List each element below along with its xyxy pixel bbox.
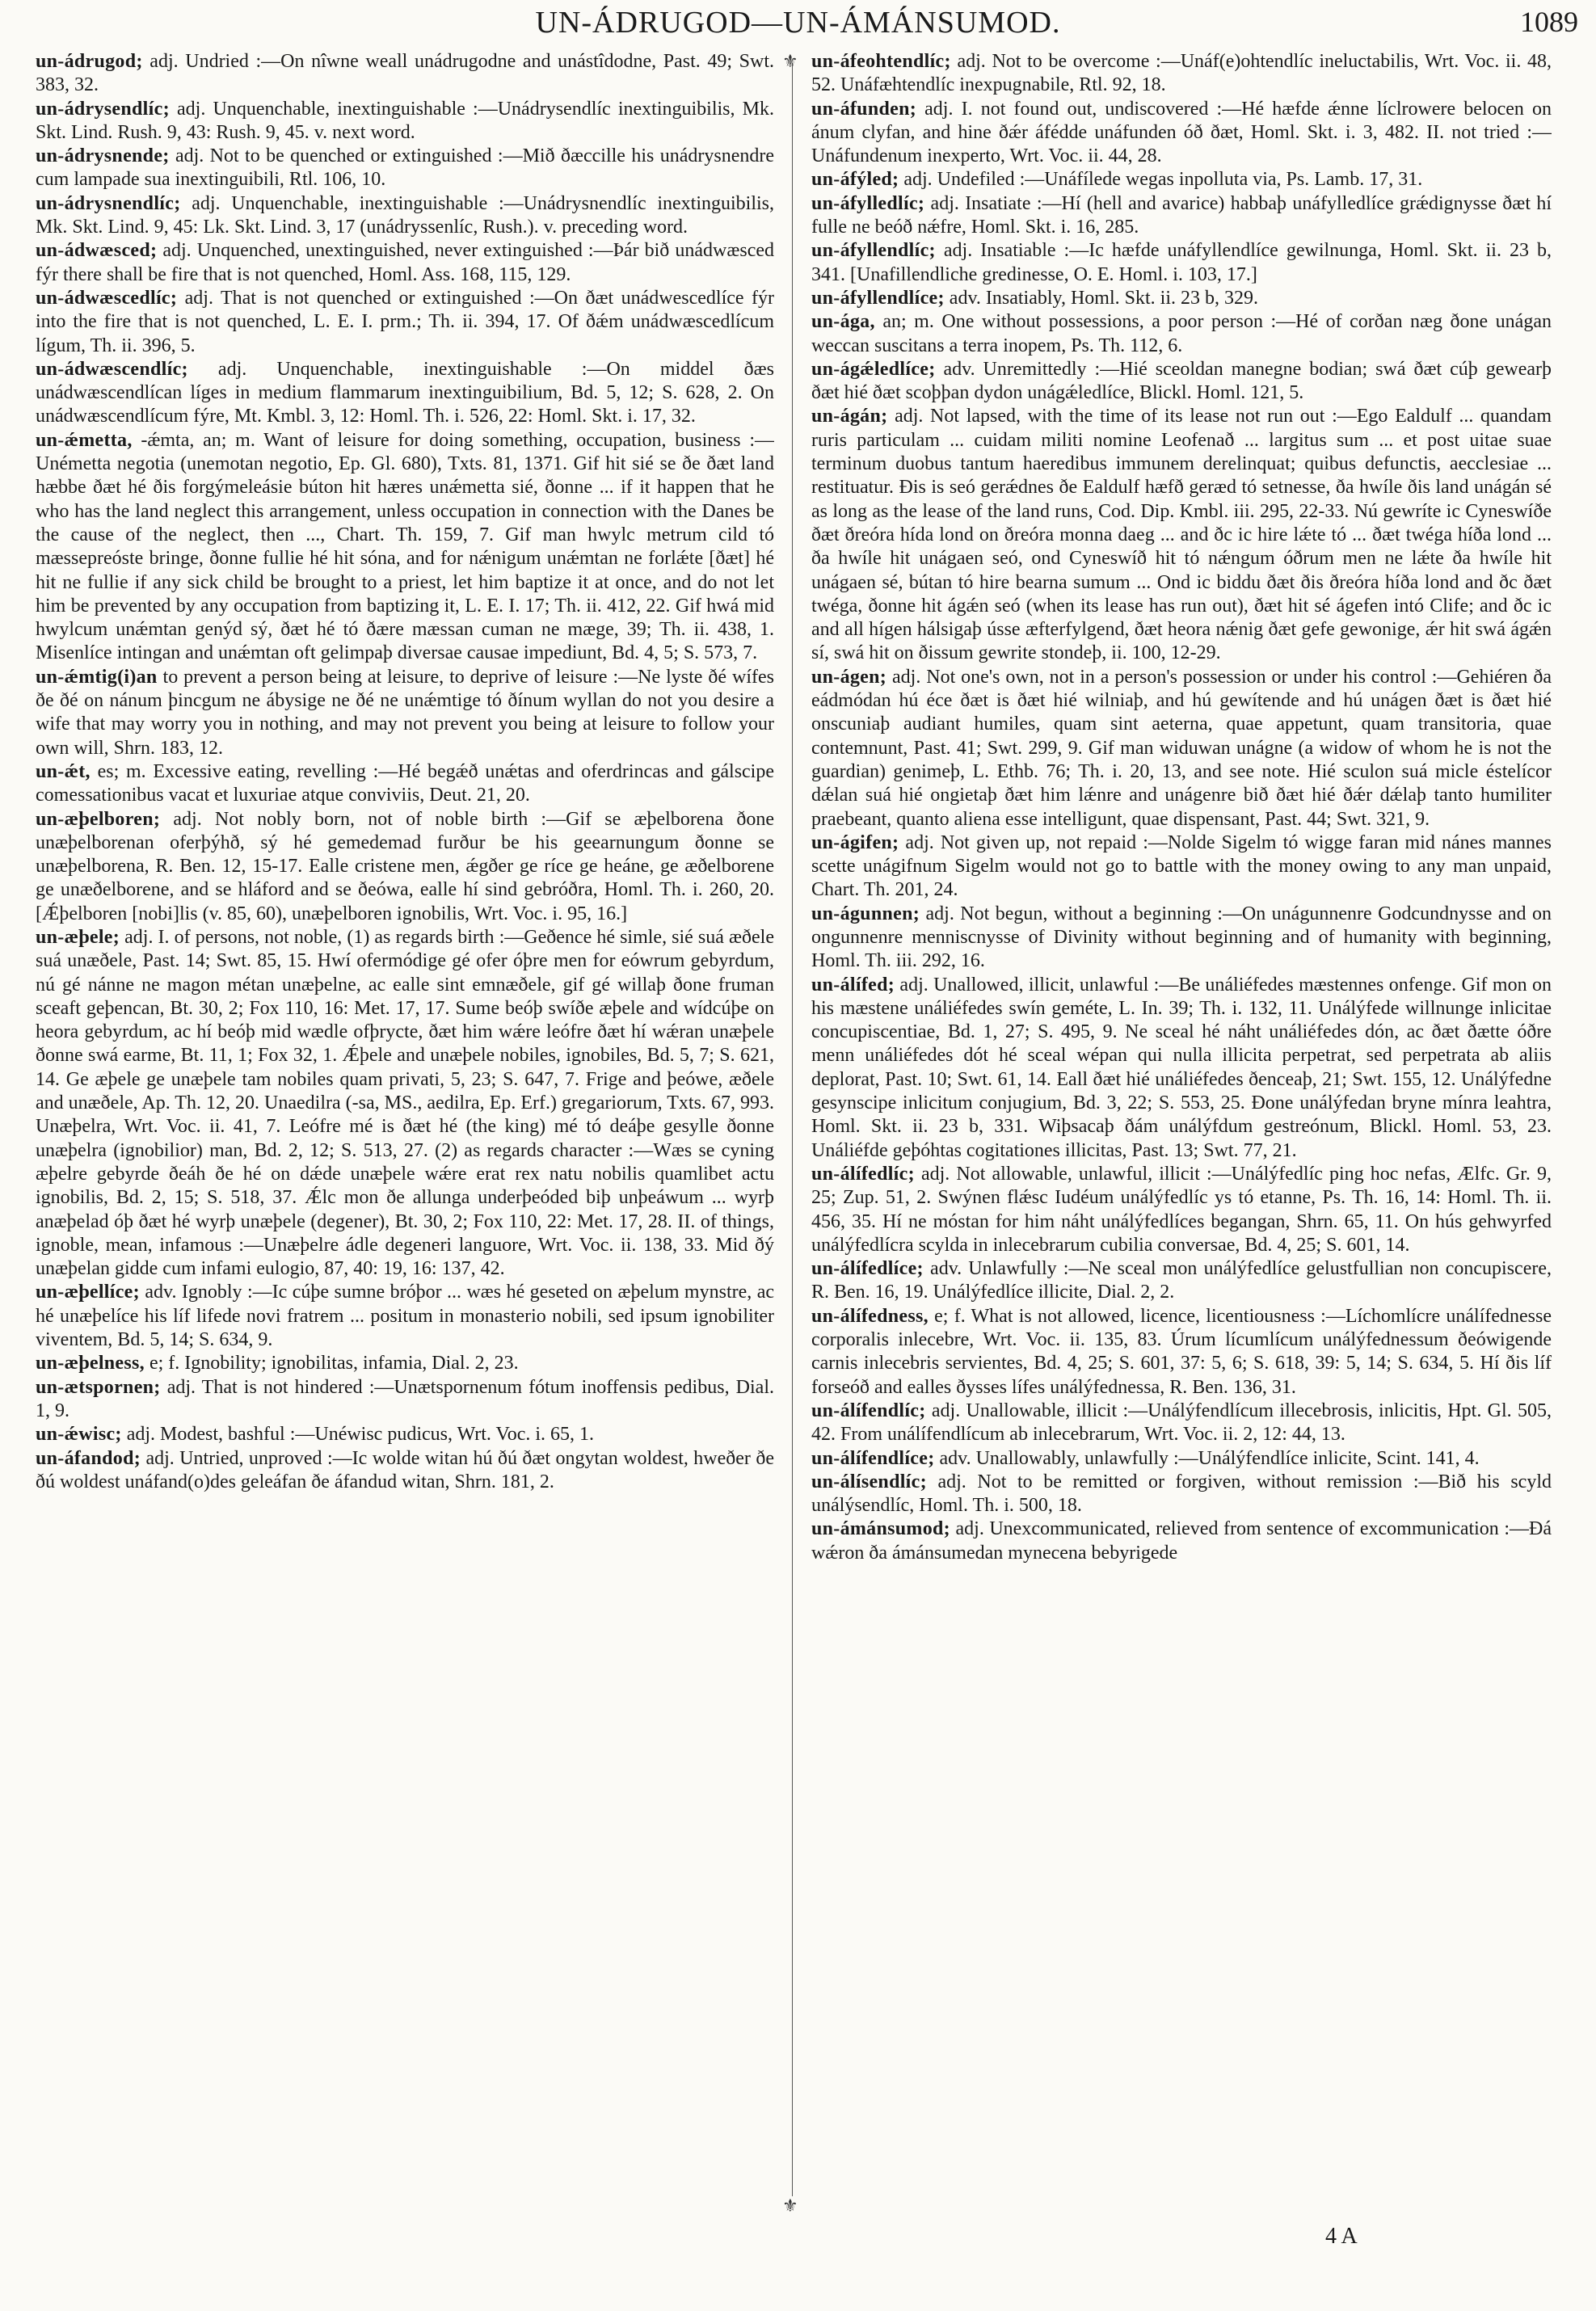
entry-definition: adj. Not lapsed, with the time of its lease not run out :—Ego Ealdulf ... quandam ruris particulam ... cuidam militi nomine Leofenað ... largitus sum ... et post uitae suae terminum duobus tantum haeredibus immunem derelinquat; quibus defunctis, aecclesiae ... restituatur. Ðis is seó gerǽdnes ðe Ealdulf hæfð geræd tó setnesse, ða hwíle ðis land unágán sé as long as the lease of the land runs, Cod. Dip. Kmbl. iii. 295, 22-33. Nú gewríte ic Cyneswíðe ðæt ðreóra hída lond on ðreóra monna daeg ... and ðc ic hire lǽte tó ... ðæt twéga híða lond ... ða hwíle hit unágaen seó, ond Cyneswíð hit tó nǽngum óðrum men ne lǽte ða hwíle hit unágaen sé, bútan tó hire bearna sumum ... Ond ic biddu ðæt ðis ðreóra híða lond and ðc ðæt twéga, ðonne hit ágǽn seó (when its lease has run out), ðæt hit sé ágefen intó Clife; and ðc ic and all hígen hálsigaþ ússe æfterfylgend, ðæt heora nǽnig ðæt gefe gewonige, ǽr hit swá ágǽn sí, swá hit on ðissum gewrite stondeþ, ii. 100, 12-29.: [811, 406, 1552, 664]
entry-definition: adj. Not begun, without a beginning :—On unágunnenre Godcundnysse and on ongunnenre menniscnysse of Divinity without beginning and of humanity with beginning, Homl. Th. iii. 292, 16.: [811, 903, 1552, 972]
entry-definition: adj. Not to be overcome :—Unáf(e)ohtendlíc ineluctabilis, Wrt. Voc. ii. 48, 52. Unáfæhtendlíc inexpugnabile, Rtl. 92, 18.: [811, 51, 1552, 96]
rule-ornament-bottom-icon: ⚜: [782, 2196, 798, 2216]
dictionary-entry: [811, 287, 1552, 310]
entry-headword: un-ágán;: [811, 406, 888, 427]
dictionary-entry: [36, 666, 774, 760]
dictionary-entry: [36, 358, 774, 429]
entry-headword: un-æþele;: [36, 926, 120, 948]
dictionary-entry: [36, 1423, 774, 1446]
dictionary-entry: [36, 1376, 774, 1424]
entry-headword: un-áfyllendlíc;: [811, 240, 936, 262]
entry-headword: un-ádrugod;: [36, 51, 143, 72]
dictionary-entry: [811, 168, 1552, 192]
dictionary-entry: [811, 310, 1552, 358]
entry-definition: adj. Not given up, not repaid :—Nolde Sigelm tó wigge faran mid nánes mannes scette unágifnum Sigelm would not go to battle with the money owing to any man unpaid, Chart. Th. 201, 24.: [811, 831, 1552, 901]
left-column: [36, 50, 774, 2224]
entry-headword: un-ádrysendlíc;: [36, 98, 170, 120]
entry-headword: un-áfýled;: [811, 169, 899, 191]
entry-headword: un-ágifen;: [811, 831, 899, 853]
entry-definition: adj. Undried :—On nîwne weall unádrugodne and unástîdodne, Past. 49; Swt. 383, 32.: [36, 51, 774, 96]
dictionary-entry: [811, 1305, 1552, 1400]
dictionary-entry: [36, 760, 774, 808]
entry-headword: un-æþellíce;: [36, 1282, 140, 1303]
entry-headword: un-ætspornen;: [36, 1376, 161, 1398]
entry-headword: un-álífedlíce;: [811, 1258, 924, 1280]
entry-definition: adj. I. of persons, not noble, (1) as regards birth :—Geðence hé simle, sié suá æðele suá unæðele, Past. 14; Swt. 85, 15. Hwí ofermódige gé ofer óþre men for eówrum gebyrdum, nú gé nánne ne magon métan unæþelne, ac ealle sint emnæðele, gif gé willaþ ðone fruman sceaft geþencan, Bt. 30, 2; Fox 110, 16: Met. 17, 17. Sume beóþ swíðe æþele and wídcúþe on heora gebyrdum, ac hí beóþ mid wædle ofþrycte, ðæt him wǽre leófre ðæt hí wǽran unæþele ðonne swá earme, Bt. 11, 1; Fox 32, 1. Ǽþele and unæþele nobiles, ignobiles, Bd. 5, 7; S. 621, 14. Ge æþele ge unæþele tam nobiles quam privati, 5, 23; S. 647, 7. Frige and þeówe, æðele and unæðele, Ap. Th. 12, 20. Unaedilra (-sa, MS., aedilra, Ep. Erf.) gregariorum, Txts. 67, 993. Unæþelra, Wrt. Voc. ii. 41, 7. Leófre mé is ðæt hé (the king) mé tó deáþe gesylle ðonne unæþelra (ignobilior) man, Bd. 2, 12; S. 513, 27. (2) as regards character :—Wæs se cyning æþelre gebyrde ðeáh ðe hé on dǽde unæþele wǽre erat rex natu nobilis quamlibet actu ignobilis, Bd. 2, 15; S. 518, 37. Ǽlc mon ðe allunga underþeóded biþ unþeáwum ... wyrþ anæþelad óþ ðæt hé wyrþ unæþele (degener), Bt. 30, 2; Fox 110, 22: Met. 17, 28. II. of things, ignoble, mean, infamous :—Unæþelre ádle degeneri languore, Wrt. Voc. ii. 138, 33. Mid ðý unæþelan gidde cum infami eulogio, 87, 40: 19, 16: 137, 42.: [36, 926, 774, 1280]
entry-headword: un-ǽmetta,: [36, 429, 133, 451]
entry-definition: adv. Unallowably, unlawfully :—Unálýfendlíce inlicite, Scint. 141, 4.: [934, 1447, 1480, 1469]
entry-definition: adj. Modest, bashful :—Unéwisc pudicus, Wrt. Voc. i. 65, 1.: [121, 1424, 595, 1446]
entry-definition: adj. Insatiate :—Hí (hell and avarice) habbaþ unáfylledlíce grǽdignysse ðæt hí fulle ne beóð nǽfre, Homl. Skt. i. 16, 285.: [811, 192, 1552, 238]
entry-headword: un-ága,: [811, 311, 875, 333]
page-number: 1089: [1520, 6, 1578, 38]
dictionary-entry: [36, 192, 774, 240]
entry-definition: adj. I. not found out, undiscovered :—Hé hæfde ǽnne líclrowere belocen on ánum clyfan, and hine ðǽr áfédde unáfunden óð ðæt, Homl. Skt. i. 3, 482. II. not tried :—Unáfundenum inexperto, Wrt. Voc. ii. 44, 28.: [811, 98, 1552, 167]
dictionary-entry: [36, 287, 774, 358]
dictionary-entry: [811, 50, 1552, 98]
entry-headword: un-áfylledlíc;: [811, 192, 925, 214]
dictionary-entry: [36, 98, 774, 145]
entry-headword: un-áfunden;: [811, 98, 917, 120]
entry-definition: adj. Unquenchable, inextinguishable :—Unádrysendlíc inextinguibilis, Mk. Skt. Lind. Rush. 9, 43: Rush. 9, 45. v. next word.: [36, 98, 774, 143]
dictionary-entry: [811, 192, 1552, 240]
entry-headword: un-ádwæscendlíc;: [36, 358, 188, 380]
entry-definition: adj. That is not hindered :—Unætspornenum fótum inoffensis pedibus, Dial. 1, 9.: [36, 1376, 774, 1421]
entry-headword: un-áfyllendlíce;: [811, 287, 945, 309]
entry-headword: un-álísendlíc;: [811, 1471, 927, 1492]
entry-definition: adj. Undefiled :—Unáfílede wegas inpolluta via, Ps. Lamb. 17, 31.: [899, 169, 1423, 191]
dictionary-entry: [36, 50, 774, 98]
entry-definition: adj. Untried, unproved :—Ic wolde witan hú ðú ðæt ongytan woldest, hweðer ðe ðú woldest unáfand(o)des geleáfan ðe áfandud witan, Shrn. 181, 2.: [36, 1447, 774, 1492]
entry-definition: adv. Unlawfully :—Ne sceal mon unálýfedlíce gelustfullian non concupiscere, R. Ben. 16, 19. Unálýfedlíce illicite, Dial. 2, 2.: [811, 1258, 1552, 1303]
entry-headword: un-álífedlíc;: [811, 1163, 915, 1185]
dictionary-entry: [811, 1471, 1552, 1518]
dictionary-entry: [811, 1518, 1552, 1565]
entry-definition: adj. Not to be remitted or forgiven, without remission :—Bið his scyld unálýsendlíc, Homl. Th. i. 500, 18.: [811, 1471, 1552, 1517]
entry-headword: un-ǽwisc;: [36, 1424, 122, 1446]
entry-definition: adv. Ignobly :—Ic cúþe sumne bróþor ... wæs hé geseted on æþelum mynstre, ac hé unæþelíce his líf lifede novi fratrem ... positum in monasterio nobili, sed ipsum ignobiliter viventem, Bd. 5, 14; S. 634, 9.: [36, 1282, 774, 1351]
entry-definition: -ǽmta, an; m. Want of leisure for doing something, occupation, business :—Unémetta negotia (unemotan negotio, Ep. Gl. 680), Txts. 81, 1371. Gif hit sié se ðe ðæt land hæbbe ðæt hé ðis forgýmeleásie búton hit hæres unǽmetta sié, ðonne ... if it happen that he who has the land neglect this arrangement, unless occupation in connection with the Danes be the cause of the neglect, then ..., Chart. Th. 159, 7. Gif man hwylc metrum cild tó mæssepreóste bringe, ðonne fullie hé hit sóna, and for nǽnigum unǽmtan ne forlǽte [ðæt] hé hit ne fullie if any sick child be brought to a priest, let him baptize it at once, and do not let him be prevented by any occupation from baptizing it, L. E. I. 17; Th. ii. 412, 22. Gif hwá mid hwylcum unǽmtan genýd sý, ðæt hé tó ðære mæssan cuman ne mæge, 39; Th. ii. 438, 1. Misenlíce intingan and unǽmtan oft gelimpaþ diversae causae impediunt, Bd. 4, 5; S. 573, 7.: [36, 429, 774, 664]
entry-headword: un-águnnen;: [811, 903, 920, 924]
page-header: [0, 0, 1596, 48]
entry-headword: un-áfeohtendlíc;: [811, 51, 951, 72]
dictionary-entry: [811, 405, 1552, 665]
entry-headword: un-ágen;: [811, 666, 887, 688]
entry-definition: adj. Unallowable, illicit :—Unálýfendlícum illecebrosis, inlicitis, Hpt. Gl. 505, 42. From unálífendlícum ab inlecebrarum, Wrt. Voc. ii. 2, 12: 44, 13.: [811, 1400, 1552, 1446]
dictionary-entry: [811, 358, 1552, 406]
dictionary-entry: [36, 429, 774, 666]
dictionary-entry: [811, 98, 1552, 169]
entry-definition: e; f. Ignobility; ignobilitas, infamia, Dial. 2, 23.: [144, 1353, 519, 1374]
entry-definition: adj. Not one's own, not in a person's possession or under his control :—Gehiéren ða eádmódan hú éce ðæt is ðæt hié wilniaþ, and hú gewítende and hú unágen ðæt is ðæt hié onscuniaþ audiant humiles, quam sint aeterna, quae appetunt, quam transitoria, quae contemnunt, Past. 41; Swt. 299, 9. Gif man widuwan unágne (a widow of whom he is not the guardian) genimeþ, L. Ethb. 76; Th. i. 20, 13, and see note. Hié sculon suá micle éstelícor dǽlan suá hié ongietaþ ðæt him lǽnre and unágenre bið ðæt hié ðǽr dǽlaþ tanto humiliter praebeant, quanto aliena esse intelligunt, quae dispensant, Past. 44; Swt. 321, 9.: [811, 666, 1552, 830]
signature-mark: 4 A: [1325, 2224, 1358, 2249]
entry-headword: un-álífed;: [811, 974, 895, 996]
entry-headword: un-ámánsumod;: [811, 1518, 950, 1540]
dictionary-entry: [811, 831, 1552, 903]
entry-definition: adj. Unquenchable, inextinguishable :—On middel ðæs unádwæscendlícan líges in medium flammarum inextinguibilium, Bd. 5, 12; S. 628, 2. On unádwæscendlícum fýre, Mt. Kmbl. 3, 12: Homl. Th. i. 526, 22: Homl. Skt. i. 17, 32.: [36, 358, 774, 427]
entry-headword: un-ádwæsced;: [36, 240, 158, 262]
entry-headword: un-áfandod;: [36, 1447, 141, 1469]
entry-headword: un-ádrysnende;: [36, 145, 170, 167]
entry-headword: un-ágǽledlíce;: [811, 358, 936, 380]
dictionary-entry: [36, 145, 774, 192]
dictionary-entry: [811, 1400, 1552, 1447]
entry-definition: an; m. One without possessions, a poor person :—Hé of corðan næg ðone unágan weccan suscitans a terra inopem, Ps. Th. 112, 6.: [811, 311, 1552, 356]
entry-definition: to prevent a person being at leisure, to deprive of leisure :—Ne lyste ðé wífes ðe ðé on nánum þincgum ne ábysige ne ðé ne unǽmtige tó ðínum wyllan do not you desire a wife that may worry you in nothing, and may not prevent you being at leisure to follow your own will, Shrn. 183, 12.: [36, 666, 774, 759]
dictionary-entry: [811, 903, 1552, 974]
dictionary-entry: [36, 239, 774, 287]
right-column: [811, 50, 1552, 2224]
entry-headword: un-ǽmtig(i)an: [36, 666, 158, 688]
entry-definition: es; m. Excessive eating, revelling :—Hé begǽð unǽtas and oferdrincas and gálscipe comessationibus vacat et luxuriae atque conviviis, Deut. 21, 20.: [36, 760, 774, 806]
dictionary-entry: [811, 974, 1552, 1163]
entry-headword: un-álífedness,: [811, 1305, 929, 1327]
entry-definition: adj. Unquenchable, inextinguishable :—Unádrysnendlíc inextinguibilis, Mk. Skt. Lind. 9, 45: Lk. Skt. Lind. 3, 17 (unádryssenlíc, Rush.). v. preceding word.: [36, 192, 774, 238]
dictionary-entry: [811, 1257, 1552, 1305]
entry-definition: adv. Unremittedly :—Hié sceoldan manegne bodian; swá ðæt cúþ gewearþ ðæt hié ðæt scoþþan dydon unágǽledlíce, Blickl. Homl. 121, 5.: [811, 358, 1552, 404]
entry-headword: un-álífendlíce;: [811, 1447, 935, 1469]
running-head: UN-ÁDRUGOD—UN-ÁMÁNSUMOD.: [535, 6, 1061, 40]
entry-definition: adj. Not to be quenched or extinguished :—Mið ðæccille his unádrysnendre cum lampade sua inextinguibili, Rtl. 106, 10.: [36, 145, 774, 191]
entry-definition: adv. Insatiably, Homl. Skt. ii. 23 b, 329.: [944, 287, 1258, 309]
dictionary-entry: [36, 1281, 774, 1352]
dictionary-entry: [811, 1163, 1552, 1257]
entry-definition: e; f. What is not allowed, licence, licentiousness :—Líchomlícre unálífednesse corporalis inlecebre, Wrt. Voc. ii. 135, 83. Úrum lícumlícum unálýfednessum ðeówigende carnis inlecebris servientes, Bd. 4, 25; S. 601, 37: 5, 6; S. 618, 39: 5, 14; S. 634, 5. Hí ðis líf forseóð and ealles ðysses lífes unálýfednessa, R. Ben. 136, 31.: [811, 1305, 1552, 1398]
entry-headword: un-æþelness,: [36, 1353, 145, 1374]
entry-headword: un-ǽt,: [36, 760, 91, 782]
dictionary-entry: [811, 239, 1552, 287]
dictionary-entry: [36, 1447, 774, 1495]
entry-definition: adj. Unallowed, illicit, unlawful :—Be unáliéfedes mæstennes onfenge. Gif mon on his mæstene unáliéfedes swín geméte, L. In. 39; Th. i. 132, 11. Unálýfede willnunge inlicitae concupiscentiae, Bd. 1, 27; S. 495, 9. Ne sceal hé náht unáliéfedes dón, ac ðæt ðætte óðre menn unáliéfedes dót hé sceal wépan qui nulla illicita perpetrat, sed perpetrata ab aliis deplorat, Past. 10; Swt. 61, 14. Eall ðæt hié unáliéfedes ðenceaþ, 21; Swt. 155, 12. Unálýfedne gesynscipe inlicitum conjugium, Bd. 3, 22; S. 553, 25. Ðone unálýfedan bryne mínra leahtra, Homl. Skt. ii. 23 b, 331. Wiþsacaþ ðám unálýfdum gestreónum, Blickl. Homl. 53, 23. Unáliéfde geþóhtas cogitationes illicitas, Past. 13; Swt. 77, 21.: [811, 974, 1552, 1161]
dictionary-entry: [36, 1352, 774, 1375]
entry-definition: adj. Not nobly born, not of noble birth :—Gif se æþelborena ðone unæþelborenan oferþýhð, sý hé gemedemad furður be his geearnungum ðonne se unæþelborena, R. Ben. 12, 15-17. Ealle cristene men, ǽgðer ge ríce ge heáne, ge æðelborene ge unæðelborene, and se hláford and se ðeówa, ealle hí sind gebróðra, Homl. Th. i. 260, 20. [Ǽþelboren [nobi]lis (v. 85, 60), unæþelboren ignobilis, Wrt. Voc. i. 95, 16.]: [36, 808, 774, 924]
dictionary-entry: [811, 666, 1552, 831]
entry-definition: adj. Unexcommunicated, relieved from sentence of excommunication :—Ðá wǽron ða ámánsumedan mynecena bebyrigede: [811, 1518, 1552, 1564]
entry-definition: adj. Unquenched, unextinguished, never extinguished :—Þár bið unádwæsced fýr there shall be fire that is not quenched, Homl. Ass. 168, 115, 129.: [36, 240, 774, 285]
rule-ornament-top-icon: ⚜: [782, 52, 798, 72]
entry-headword: un-álífendlíc;: [811, 1400, 926, 1421]
entry-headword: un-ádwæscedlíc;: [36, 287, 178, 309]
entry-headword: un-æþelboren;: [36, 808, 161, 830]
entry-definition: adj. Not allowable, unlawful, illicit :—Unálýfedlíc ping hoc nefas, Ælfc. Gr. 9, 25; Zup. 51, 2. Swýnen flǽsc Iudéum unálýfedlíc ys tó etanne, Ps. Th. 16, 14: Homl. Th. ii. 456, 35. Hí ne móstan for him náht unálýfedlíces begangan, Shrn. 65, 11. On hús gehwyrfed unálýfedlícra scylda in inlecebrarum cubilia conversae, Bd. 4, 25; S. 601, 14.: [811, 1163, 1552, 1256]
dictionary-entry: [36, 926, 774, 1281]
entry-headword: un-ádrysnendlíc;: [36, 192, 181, 214]
column-rule: [792, 63, 793, 2196]
dictionary-entry: [36, 808, 774, 926]
entry-definition: adj. That is not quenched or extinguished :—On ðæt unádwescedlíce fýr into the fire that is not quenched, L. E. I. prm.; Th. ii. 394, 17. Of ðǽm unádwæscedlícum lígum, Th. ii. 396, 5.: [36, 287, 774, 356]
dictionary-entry: [811, 1447, 1552, 1471]
entry-definition: adj. Insatiable :—Ic hæfde unáfyllendlíce gewilnunga, Homl. Skt. ii. 23 b, 341. [Unafillendliche gredinesse, O. E. Homl. i. 103, 17.]: [811, 240, 1552, 285]
